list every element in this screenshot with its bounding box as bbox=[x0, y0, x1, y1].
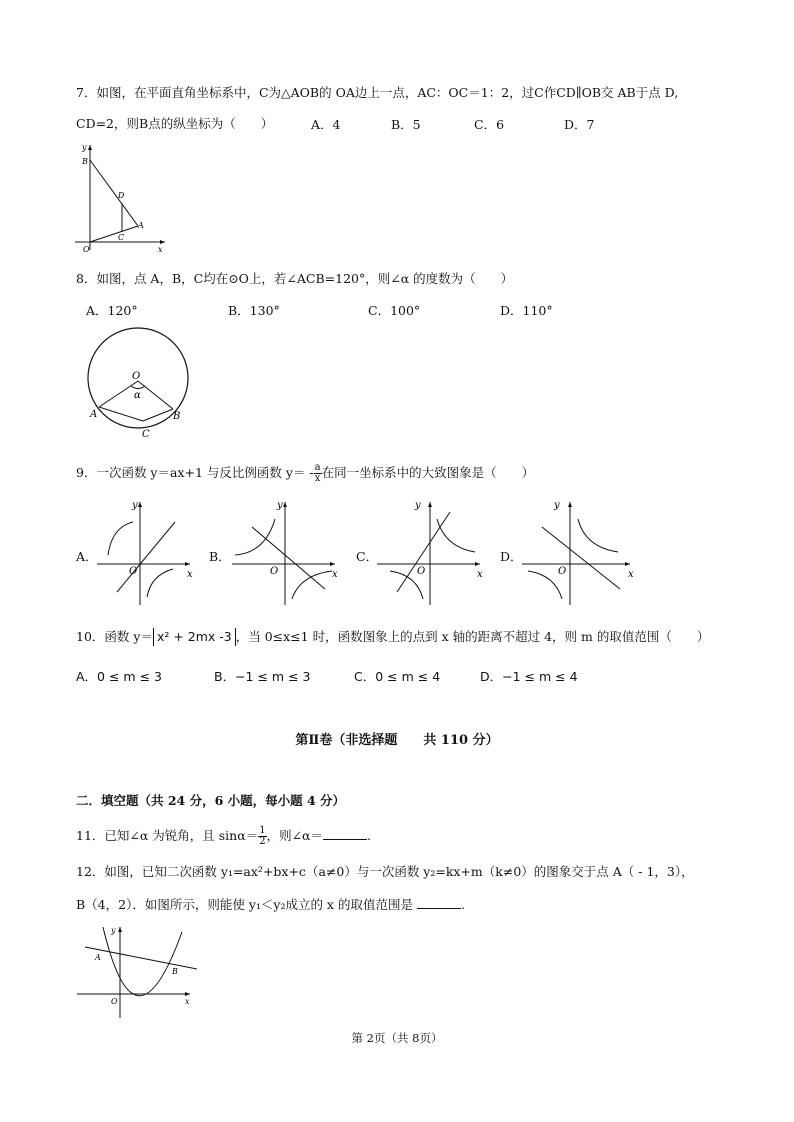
q10-option-d: D．−1 ≤ m ≤ 4 bbox=[480, 669, 578, 684]
q12-line2-b: . bbox=[460, 897, 465, 912]
q12-fig-y: y bbox=[111, 926, 116, 935]
q9c-O: O bbox=[417, 566, 426, 577]
q7-option-b: B．5 bbox=[391, 117, 421, 132]
q9b-y: y bbox=[277, 500, 283, 511]
q9-option-a: A． bbox=[76, 549, 98, 564]
q9-graph-d bbox=[520, 497, 635, 607]
q9d-O: O bbox=[558, 566, 567, 577]
q9a-O: O bbox=[129, 566, 138, 577]
q10-option-a: A．0 ≤ m ≤ 3 bbox=[76, 669, 162, 684]
q8-fig-O: O bbox=[132, 371, 141, 382]
q9-graph-c bbox=[375, 497, 485, 607]
q9-graph-a bbox=[95, 497, 195, 607]
q9-text-a: 9．一次函数 y＝ax+1 与反比例函数 y＝ - bbox=[76, 465, 314, 480]
q12-fig-A: A bbox=[95, 953, 101, 962]
q9b-O: O bbox=[270, 566, 279, 577]
q8-option-d: D．110° bbox=[500, 303, 553, 318]
q11-fraction bbox=[258, 826, 266, 847]
q7-option-a: A．4 bbox=[311, 117, 341, 132]
q8-option-b: B．130° bbox=[228, 303, 280, 318]
q11-text-c: . bbox=[366, 828, 371, 843]
q11-text-a: 11．已知∠α 为锐角，且 sinα＝ bbox=[76, 828, 259, 843]
q8-fig-A: A bbox=[90, 409, 98, 420]
q9-option-c: C． bbox=[356, 549, 379, 564]
q7-fig-D: D bbox=[118, 191, 125, 200]
q9a-y: y bbox=[132, 500, 138, 511]
q9-text-b: 在同一坐标系中的大致图象是（ ） bbox=[321, 465, 535, 480]
q7-option-c: C．6 bbox=[474, 117, 505, 132]
q8-fig-B: B bbox=[173, 411, 181, 422]
q11-text-b: ，则∠α＝ bbox=[266, 828, 323, 843]
q8-option-a: A．120° bbox=[86, 303, 138, 318]
q12-line1: 12．如图，已知二次函数 y₁=ax²+bx+c（a≠0）与一次函数 y₂=kx+m（k≠0）的图象交于点 A（ - 1，3）， bbox=[76, 864, 694, 879]
q9-frac-num: a bbox=[314, 462, 321, 473]
q10-abs-expr: x² + 2mx -3 bbox=[153, 628, 236, 646]
q10-text-b: ，当 0≤x≤1 时，函数图象上的点到 x 轴的距离不超过 4，则 m 的取值范围（ ） bbox=[235, 629, 710, 644]
q9b-x: x bbox=[332, 569, 338, 580]
q7-fig-C: C bbox=[118, 233, 125, 242]
q7-fig-B: B bbox=[82, 157, 88, 166]
q7-fig-y: y bbox=[82, 143, 87, 152]
q10-option-b: B．−1 ≤ m ≤ 3 bbox=[214, 669, 311, 684]
q11-frac-num: 1 bbox=[259, 825, 266, 836]
section2-title: 第Ⅱ卷（非选择题 共 110 分） bbox=[295, 733, 499, 748]
q7-fig-x: x bbox=[158, 245, 163, 254]
q9-option-b: B． bbox=[209, 549, 231, 564]
q9d-y: y bbox=[554, 500, 560, 511]
q10-text bbox=[76, 628, 709, 646]
q9d-x: x bbox=[628, 569, 634, 580]
q9-frac-den: x bbox=[314, 473, 321, 484]
q12-figure bbox=[75, 922, 200, 1022]
q11-text bbox=[76, 826, 371, 847]
fill-in-heading: 二．填空题（共 24 分，6 小题，每小题 4 分） bbox=[76, 793, 346, 808]
q12-line2 bbox=[76, 896, 465, 914]
q12-answer-blank[interactable] bbox=[417, 896, 461, 909]
q7-line2: CD=2，则B点的纵坐标为（ ） bbox=[76, 116, 274, 131]
q8-fig-C: C bbox=[142, 429, 150, 440]
q10-text-a: 10．函数 y＝ bbox=[76, 629, 153, 644]
q8-fig-alpha: α bbox=[134, 390, 141, 401]
q8-option-c: C．100° bbox=[368, 303, 421, 318]
q8-text: 8．如图，点 A，B，C均在⊙O上，若∠ACB=120°，则∠α 的度数为（ ） bbox=[76, 271, 514, 286]
q9-graph-b bbox=[230, 497, 340, 607]
q9a-x: x bbox=[187, 569, 193, 580]
q12-fig-x: x bbox=[185, 997, 190, 1006]
q11-frac-den: 2 bbox=[259, 836, 266, 847]
q11-answer-blank[interactable] bbox=[323, 827, 367, 840]
q7-figure bbox=[70, 140, 180, 255]
q9-option-d: D． bbox=[500, 549, 523, 564]
q8-figure bbox=[85, 325, 195, 445]
q9c-y: y bbox=[415, 500, 421, 511]
q9-fraction bbox=[314, 463, 322, 484]
page-footer: 第 2页（共 8页） bbox=[351, 1031, 443, 1045]
q7-line1: 7．如图，在平面直角坐标系中，C为△AOB的 OA边上一点，AC：OC＝1：2，过C作CD∥OB交 AB于点 D, bbox=[76, 85, 679, 100]
q9-text bbox=[76, 463, 534, 484]
q12-line2-a: B（4，2）．如图所示，则能使 y₁＜y₂成立的 x 的取值范围是 bbox=[76, 897, 413, 912]
q12-fig-B: B bbox=[172, 967, 178, 976]
q7-fig-A: A bbox=[138, 221, 144, 230]
q12-fig-O: O bbox=[111, 997, 118, 1006]
q7-option-d: D．7 bbox=[564, 117, 595, 132]
q10-option-c: C．0 ≤ m ≤ 4 bbox=[354, 669, 441, 684]
q9c-x: x bbox=[477, 569, 483, 580]
q7-fig-O: O bbox=[83, 245, 90, 254]
